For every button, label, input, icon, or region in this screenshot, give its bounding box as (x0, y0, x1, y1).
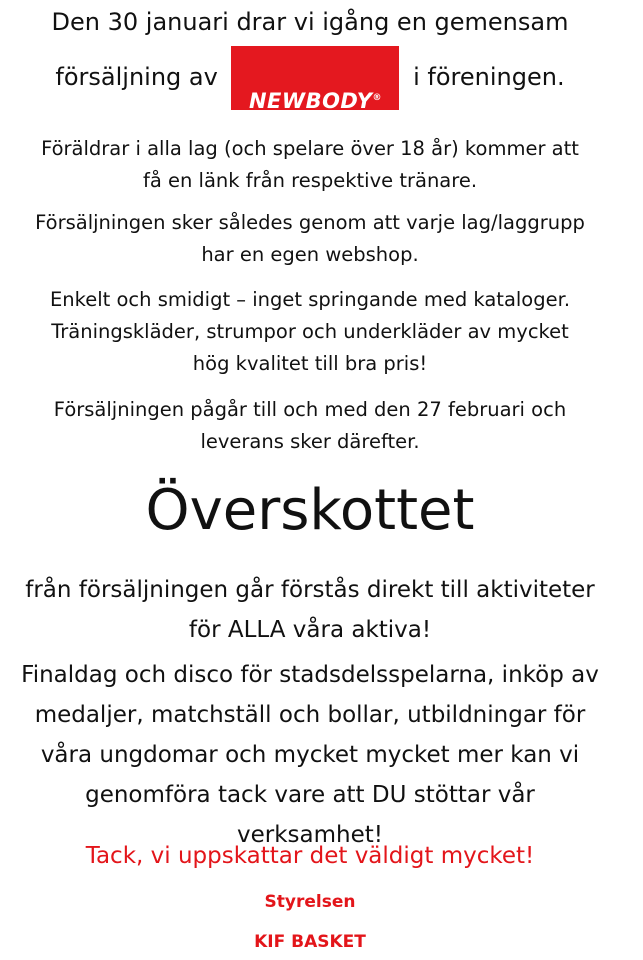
intro-line-1: Den 30 januari drar vi igång en gemensam (51, 8, 569, 36)
paragraph-line: Föräldrar i alla lag (och spelare över 18 år) kommer att (41, 137, 579, 160)
paragraph-period (0, 394, 620, 458)
paragraph-activities (0, 655, 620, 855)
paragraph-line: få en länk från respektive tränare. (142, 169, 478, 192)
newbody-logo (231, 46, 399, 113)
paragraph-line: Försäljningen sker således genom att varje lag/laggrupp (35, 211, 585, 234)
paragraph-line: Träningskläder, strumpor och underkläder av mycket (51, 320, 569, 343)
paragraph-line: genomföra tack vare att DU stöttar vår (85, 782, 535, 808)
paragraph-line: har en egen webshop. (201, 243, 419, 266)
intro-line-2-before: försäljning av (55, 63, 218, 91)
paragraph-line: Försäljningen pågår till och med den 27 februari och (53, 398, 567, 421)
paragraph-surplus (0, 570, 620, 650)
paragraph-line: från försäljningen går förstås direkt till aktiviteter (25, 577, 595, 603)
paragraph-line: hög kvalitet till bra pris! (192, 352, 428, 375)
paragraph-line: för ALLA våra aktiva! (188, 617, 432, 643)
headline-surplus: Överskottet (145, 478, 475, 543)
paragraph-line: Enkelt och smidigt – inget springande med kataloger. (49, 288, 571, 311)
paragraph-webshop (0, 207, 620, 271)
intro-line-2 (0, 42, 620, 112)
paragraph-line: Finaldag och disco för stadsdelsspelarna, inköp av (21, 662, 599, 688)
intro-line-2-after: i föreningen. (413, 63, 565, 91)
paragraph-simple (0, 284, 620, 380)
paragraph-line: leverans sker därefter. (200, 430, 420, 453)
logo-registered-mark: ® (372, 93, 382, 103)
thanks-line: Tack, vi uppskattar det väldigt mycket! (85, 843, 535, 869)
signature-club: KIF BASKET (254, 932, 366, 952)
signature-board: Styrelsen (264, 892, 356, 912)
paragraph-line: våra ungdomar och mycket mycket mer kan vi (40, 742, 580, 768)
logo-wordmark: NEWBODY (248, 89, 373, 113)
paragraph-parents (0, 133, 620, 197)
paragraph-line: medaljer, matchställ och bollar, utbildningar för (34, 702, 586, 728)
paragraph-line: verksamhet! (237, 822, 383, 848)
